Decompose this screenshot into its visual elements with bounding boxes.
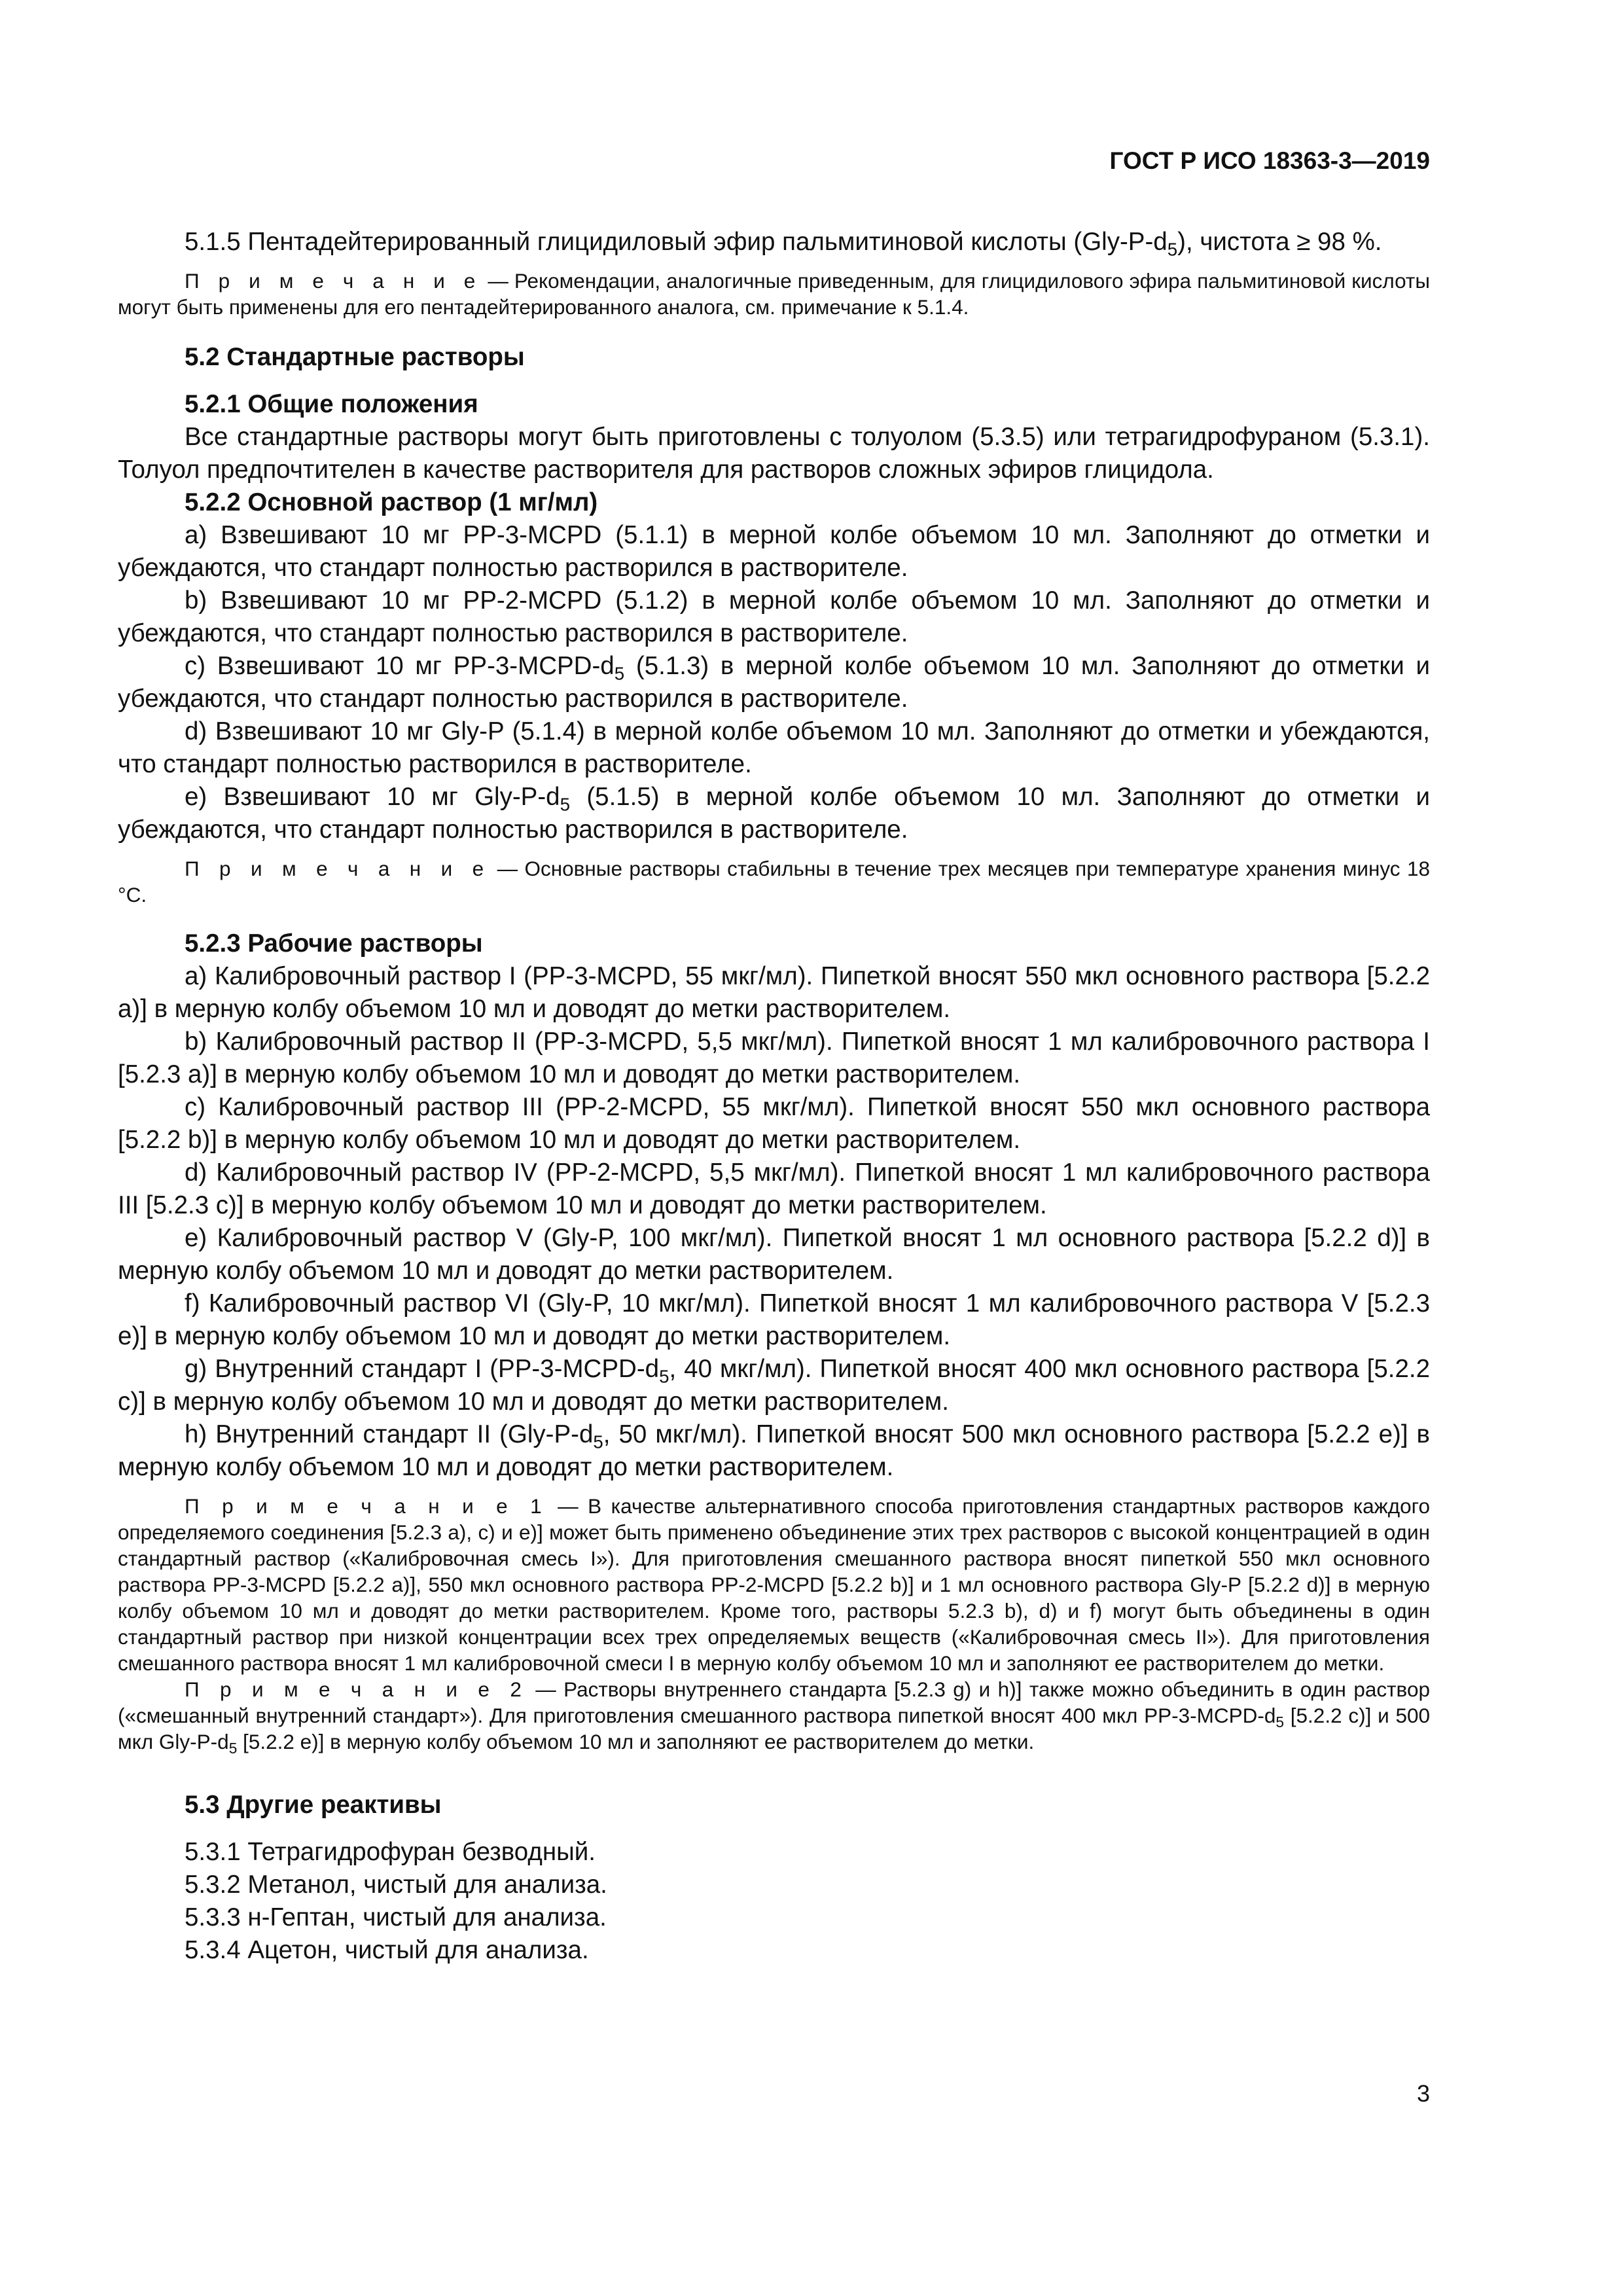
page-number: 3: [1416, 2080, 1430, 2107]
document-body: [118, 226, 1430, 1967]
section-heading-5-2-3: 5.2.3 Рабочие растворы: [185, 929, 483, 958]
paragraph-5-2-3-c: c) Калибровочный раствор III (PP-2-MCPD, 55 мкг/мл). Пипеткой вносят 550 мкл основного раствора [5.2.2 b)] в мерную колбу объемом 10 мл и доводят до метки растворителем.: [118, 1093, 1430, 1154]
note-5-2-2: П р и м е ч а н и е — Основные растворы стабильны в течение трех месяцев при температуре хранения минус 18 °C.: [118, 857, 1430, 906]
section-heading-5-2: 5.2 Стандартные растворы: [185, 343, 525, 371]
section-heading-5-3: 5.3 Другие реактивы: [185, 1791, 442, 1819]
paragraph-5-2-1: Все стандартные растворы могут быть приготовлены с толуолом (5.3.5) или тетрагидрофураном (5.3.1). Толуол предпочтителен в качестве растворителя для растворов сложных эфиров глицидола.: [118, 423, 1430, 484]
note-2-5-2-3: П р и м е ч а н и е 2 — Растворы внутреннего стандарта [5.2.3 g) и h)] также можно объединить в один раствор («смешанный внутренний стандарт»). Для приготовления смешанного раствора пипеткой вносят 400 мкл $PP-3-MCPD-d_5$ [5.2.2 c)] и 500 мкл Gly-$P-d_5$ [5.2.2 e)] в мерную колбу объемом 10 мл и заполняют ее растворителем до метки.: [118, 1677, 1430, 1757]
list-item-5-3-2: 5.3.2 Метанол, чистый для анализа.: [185, 1871, 607, 1899]
paragraph-5-2-2-b: b) Взвешивают 10 мг PP-2-MCPD (5.1.2) в мерной колбе объемом 10 мл. Заполняют до отметки и убеждаются, что стандарт полностью растворился в растворителе.: [118, 586, 1430, 647]
paragraph-5-2-3-d: d) Калибровочный раствор IV (PP-2-MCPD, 5,5 мкг/мл). Пипеткой вносят 1 мл калибровочного раствора III [5.2.3 c)] в мерную колбу объемом 10 мл и доводят до метки растворителем.: [118, 1158, 1430, 1219]
paragraph-5-2-2-a: a) Взвешивают 10 мг PP-3-MCPD (5.1.1) в мерной колбе объемом 10 мл. Заполняют до отметки и убеждаются, что стандарт полностью растворился в растворителе.: [118, 521, 1430, 582]
paragraph-5-2-2-d: d) Взвешивают 10 мг Gly-P (5.1.4) в мерной колбе объемом 10 мл. Заполняют до отметки и убеждаются, что стандарт полностью растворился в растворителе.: [118, 717, 1430, 778]
paragraph-5-2-3-e: e) Калибровочный раствор V (Gly-P, 100 мкг/мл). Пипеткой вносят 1 мл основного раствора [5.2.2 d)] в мерную колбу объемом 10 мл и доводят до метки растворителем.: [118, 1224, 1430, 1285]
section-heading-5-2-2: 5.2.2 Основной раствор (1 мг/мл): [185, 488, 598, 516]
paragraph-5-2-2-c: c) Взвешивают 10 мг $PP-3-MCPD-d_5$ (5.1.3) в мерной колбе объемом 10 мл. Заполняют до отметки и убеждаются, что стандарт полностью растворился в растворителе.: [118, 652, 1431, 713]
paragraph-5-2-3-b: b) Калибровочный раствор II (PP-3-MCPD, 5,5 мкг/мл). Пипеткой вносят 1 мл калибровочного раствора I [5.2.3 a)] в мерную колбу объемом 10 мл и доводят до метки растворителем.: [118, 1028, 1430, 1088]
paragraph-5-2-3-f: f) Калибровочный раствор VI (Gly-P, 10 мкг/мл). Пипеткой вносят 1 мл калибровочного раствора V [5.2.3 e)] в мерную колбу объемом 10 мл и доводят до метки растворителем.: [118, 1289, 1430, 1350]
paragraph-5-2-3-a: a) Калибровочный раствор I (PP-3-MCPD, 55 мкг/мл). Пипеткой вносят 550 мкл основного раствора [5.2.2 a)] в мерную колбу объемом 10 мл и доводят до метки растворителем.: [118, 962, 1430, 1023]
section-heading-5-2-1: 5.2.1 Общие положения: [185, 390, 478, 418]
paragraph-5-1-5: 5.1.5 Пентадейтерированный глицидиловый эфир пальмитиновой кислоты $(Gly-P-d_5)$, чистота ≥ 98 %.: [185, 228, 1382, 260]
list-item-5-3-4: 5.3.4 Ацетон, чистый для анализа.: [185, 1936, 589, 1964]
paragraph-5-2-2-e: e) Взвешивают 10 мг Gly-$P-d_5$ (5.1.5) в мерной колбе объемом 10 мл. Заполняют до отметки и убеждаются, что стандарт полностью растворился в растворителе.: [118, 783, 1431, 844]
paragraph-5-2-3-g: g) Внутренний стандарт I ($PP-3-MCPD-d_5$, 40 мкг/мл). Пипеткой вносят 400 мкл основного раствора [5.2.2 c)] в мерную колбу объемом 10 мл и доводят до метки растворителем.: [118, 1355, 1430, 1416]
note-1-5-2-3: П р и м е ч а н и е 1 — В качестве альтернативного способа приготовления стандартных растворов каждого определяемого соединения [5.2.3 a), c) и e)] может быть применено объединение этих трех растворов с высокой концентрацией в один стандартный раствор («Калибровочная смесь I»). Для приготовления смешанного раствора вносят пипеткой 550 мкл основного раствора PP-3-MCPD [5.2.2 a)], 550 мкл основного раствора PP-2-MCPD [5.2.2 b)] и 1 мл основного раствора Gly-P [5.2.2 d)] в мерную колбу объемом 10 мл и доводят до метки растворителем. Кроме того, растворы 5.2.3 b), d) и f) могут быть объединены в один стандартный раствор при низкой концентрации всех трех определяемых веществ («Калибровочная смесь II»). Для приготовления смешанного раствора вносят 1 мл калибровочной смеси I в мерную колбу объемом 10 мл и заполняют ее растворителем до метки.: [118, 1494, 1430, 1675]
document-header: ГОСТ Р ИСО 18363-3—2019: [1109, 147, 1430, 174]
paragraph-5-2-3-h: h) Внутренний стандарт II ($Gly-P-d_5$, 50 мкг/мл). Пипеткой вносят 500 мкл основного раствора [5.2.2 e)] в мерную колбу объемом 10 мл и доводят до метки растворителем.: [118, 1420, 1430, 1481]
note-5-1-5: П р и м е ч а н и е — Рекомендации, аналогичные приведенным, для глицидилового эфира пальмитиновой кислоты могут быть применены для его пентадейтерированного аналога, см. примечание к 5.1.4.: [118, 269, 1430, 319]
list-item-5-3-1: 5.3.1 Тетрагидрофуран безводный.: [185, 1838, 596, 1866]
list-item-5-3-3: 5.3.3 н-Гептан, чистый для анализа.: [185, 1903, 607, 1931]
